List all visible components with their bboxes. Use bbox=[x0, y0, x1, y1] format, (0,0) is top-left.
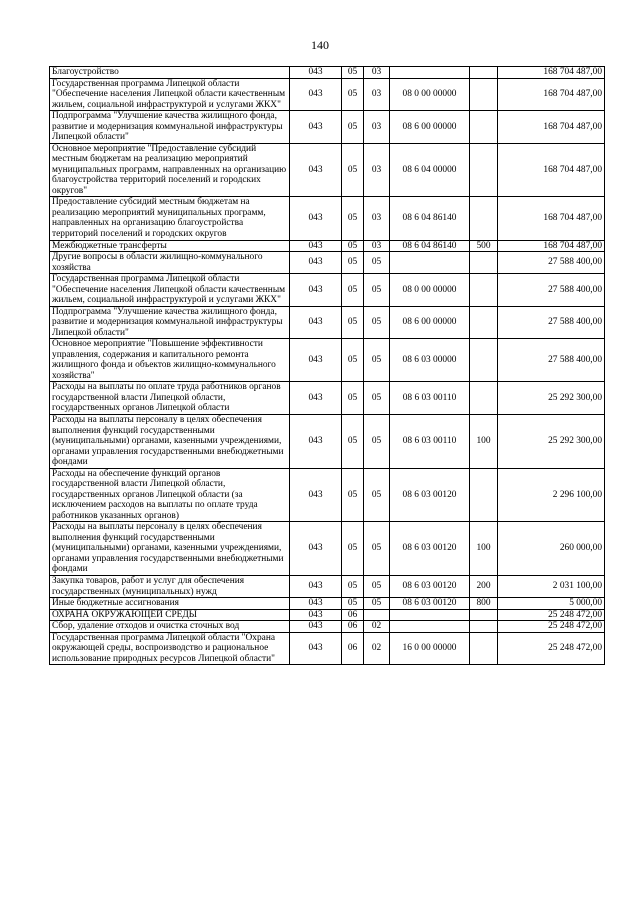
expense-type-cell bbox=[470, 252, 498, 274]
expense-type-cell: 500 bbox=[470, 240, 498, 252]
expense-type-cell bbox=[470, 382, 498, 415]
target-article-cell: 16 0 00 00000 bbox=[390, 632, 470, 665]
ministry-code-cell: 043 bbox=[290, 575, 342, 597]
section-cell: 05 bbox=[342, 240, 364, 252]
subsection-cell: 05 bbox=[364, 522, 390, 576]
expense-type-cell bbox=[470, 339, 498, 382]
budget-table bbox=[49, 66, 605, 665]
expense-name-cell: Сбор, удаление отходов и очистка сточных вод bbox=[50, 621, 290, 633]
table-row bbox=[50, 598, 605, 610]
expense-name-cell: Межбюджетные трансферты bbox=[50, 240, 290, 252]
table-row bbox=[50, 78, 605, 111]
ministry-code-cell: 043 bbox=[290, 339, 342, 382]
section-cell: 05 bbox=[342, 67, 364, 79]
page-number: 140 bbox=[311, 38, 329, 52]
table-row bbox=[50, 143, 605, 197]
expense-name-cell: Другие вопросы в области жилищно-коммунального хозяйства bbox=[50, 252, 290, 274]
target-article-cell: 08 6 04 86140 bbox=[390, 197, 470, 240]
ministry-code-cell: 043 bbox=[290, 197, 342, 240]
subsection-cell: 05 bbox=[364, 306, 390, 339]
table-row bbox=[50, 197, 605, 240]
expense-name-cell: Подпрограмма "Улучшение качества жилищного фонда, развитие и модернизация коммунальной инфраструктуры Липецкой области" bbox=[50, 111, 290, 144]
ministry-code-cell: 043 bbox=[290, 67, 342, 79]
table-row bbox=[50, 306, 605, 339]
section-cell: 06 bbox=[342, 609, 364, 621]
amount-cell: 168 704 487,00 bbox=[498, 240, 605, 252]
section-cell: 06 bbox=[342, 621, 364, 633]
target-article-cell: 08 6 03 00110 bbox=[390, 382, 470, 415]
budget-table-body bbox=[50, 67, 605, 665]
target-article-cell: 08 6 03 00110 bbox=[390, 415, 470, 469]
target-article-cell bbox=[390, 67, 470, 79]
expense-type-cell bbox=[470, 143, 498, 197]
subsection-cell: 02 bbox=[364, 632, 390, 665]
amount-cell: 2 296 100,00 bbox=[498, 468, 605, 522]
target-article-cell bbox=[390, 252, 470, 274]
ministry-code-cell: 043 bbox=[290, 306, 342, 339]
ministry-code-cell: 043 bbox=[290, 609, 342, 621]
table-row bbox=[50, 252, 605, 274]
expense-name-cell: Расходы на выплаты персоналу в целях обеспечения выполнения функций государственными (муниципальными) органами, казенными учреждениями, органами управления государственными внебюджетными фондами bbox=[50, 522, 290, 576]
target-article-cell: 08 6 03 00000 bbox=[390, 339, 470, 382]
expense-type-cell bbox=[470, 274, 498, 307]
expense-type-cell bbox=[470, 306, 498, 339]
expense-name-cell: Основное мероприятие "Повышение эффективности управления, содержания и капитального ремонта жилищного фонда и объектов жилищно-коммунального хозяйства" bbox=[50, 339, 290, 382]
ministry-code-cell: 043 bbox=[290, 621, 342, 633]
target-article-cell: 08 0 00 00000 bbox=[390, 274, 470, 307]
subsection-cell: 05 bbox=[364, 252, 390, 274]
table-row bbox=[50, 240, 605, 252]
expense-name-cell: Расходы на выплаты по оплате труда работников органов государственной власти Липецкой области, государственных органов Липецкой области bbox=[50, 382, 290, 415]
subsection-cell: 05 bbox=[364, 382, 390, 415]
ministry-code-cell: 043 bbox=[290, 632, 342, 665]
amount-cell: 168 704 487,00 bbox=[498, 78, 605, 111]
section-cell: 05 bbox=[342, 143, 364, 197]
expense-type-cell bbox=[470, 78, 498, 111]
subsection-cell: 05 bbox=[364, 415, 390, 469]
subsection-cell: 05 bbox=[364, 339, 390, 382]
amount-cell: 168 704 487,00 bbox=[498, 143, 605, 197]
expense-type-cell bbox=[470, 609, 498, 621]
expense-name-cell: Государственная программа Липецкой области "Обеспечение населения Липецкой области качественным жильем, социальной инфраструктурой и услугами ЖКХ" bbox=[50, 274, 290, 307]
subsection-cell: 05 bbox=[364, 274, 390, 307]
amount-cell: 27 588 400,00 bbox=[498, 306, 605, 339]
amount-cell: 25 292 300,00 bbox=[498, 415, 605, 469]
ministry-code-cell: 043 bbox=[290, 274, 342, 307]
expense-name-cell: Расходы на выплаты персоналу в целях обеспечения выполнения функций государственными (муниципальными) органами, казенными учреждениями, органами управления государственными внебюджетными фондами bbox=[50, 415, 290, 469]
section-cell: 05 bbox=[342, 197, 364, 240]
table-row bbox=[50, 609, 605, 621]
expense-type-cell bbox=[470, 197, 498, 240]
amount-cell: 5 000,00 bbox=[498, 598, 605, 610]
table-row bbox=[50, 111, 605, 144]
expense-type-cell bbox=[470, 67, 498, 79]
expense-type-cell: 100 bbox=[470, 415, 498, 469]
ministry-code-cell: 043 bbox=[290, 143, 342, 197]
section-cell: 05 bbox=[342, 598, 364, 610]
expense-name-cell: Расходы на обеспечение функций органов государственной власти Липецкой области, государственных органов Липецкой области (за исключением расходов на выплаты по оплате труда работников указанных органов) bbox=[50, 468, 290, 522]
expense-name-cell: Основное мероприятие "Предоставление субсидий местным бюджетам на реализацию мероприятий муниципальных программ, направленных на организацию благоустройства территорий поселений и городских округов" bbox=[50, 143, 290, 197]
subsection-cell: 05 bbox=[364, 468, 390, 522]
subsection-cell: 05 bbox=[364, 575, 390, 597]
expense-name-cell: Закупка товаров, работ и услуг для обеспечения государственных (муниципальных) нужд bbox=[50, 575, 290, 597]
amount-cell: 168 704 487,00 bbox=[498, 67, 605, 79]
expense-name-cell: Предоставление субсидий местным бюджетам на реализацию мероприятий муниципальных программ, направленных на организацию благоустройства территорий поселений и городских округов bbox=[50, 197, 290, 240]
expense-name-cell: ОХРАНА ОКРУЖАЮЩЕЙ СРЕДЫ bbox=[50, 609, 290, 621]
target-article-cell: 08 6 03 00120 bbox=[390, 522, 470, 576]
section-cell: 05 bbox=[342, 252, 364, 274]
amount-cell: 25 248 472,00 bbox=[498, 632, 605, 665]
subsection-cell: 03 bbox=[364, 240, 390, 252]
ministry-code-cell: 043 bbox=[290, 78, 342, 111]
target-article-cell: 08 0 00 00000 bbox=[390, 78, 470, 111]
expense-type-cell: 200 bbox=[470, 575, 498, 597]
amount-cell: 25 248 472,00 bbox=[498, 609, 605, 621]
amount-cell: 25 292 300,00 bbox=[498, 382, 605, 415]
table-row bbox=[50, 632, 605, 665]
ministry-code-cell: 043 bbox=[290, 415, 342, 469]
section-cell: 05 bbox=[342, 382, 364, 415]
expense-type-cell bbox=[470, 632, 498, 665]
amount-cell: 27 588 400,00 bbox=[498, 252, 605, 274]
table-row bbox=[50, 522, 605, 576]
table-row bbox=[50, 575, 605, 597]
section-cell: 05 bbox=[342, 575, 364, 597]
target-article-cell bbox=[390, 609, 470, 621]
amount-cell: 168 704 487,00 bbox=[498, 197, 605, 240]
section-cell: 05 bbox=[342, 306, 364, 339]
target-article-cell: 08 6 03 00120 bbox=[390, 468, 470, 522]
amount-cell: 27 588 400,00 bbox=[498, 339, 605, 382]
target-article-cell: 08 6 03 00120 bbox=[390, 598, 470, 610]
target-article-cell: 08 6 00 00000 bbox=[390, 111, 470, 144]
target-article-cell bbox=[390, 621, 470, 633]
expense-type-cell bbox=[470, 111, 498, 144]
table-row bbox=[50, 415, 605, 469]
expense-type-cell bbox=[470, 468, 498, 522]
subsection-cell bbox=[364, 609, 390, 621]
subsection-cell: 03 bbox=[364, 67, 390, 79]
amount-cell: 168 704 487,00 bbox=[498, 111, 605, 144]
table-row bbox=[50, 339, 605, 382]
target-article-cell: 08 6 04 00000 bbox=[390, 143, 470, 197]
table-row bbox=[50, 382, 605, 415]
amount-cell: 27 588 400,00 bbox=[498, 274, 605, 307]
expense-type-cell: 800 bbox=[470, 598, 498, 610]
expense-name-cell: Государственная программа Липецкой области "Охрана окружающей среды, воспроизводство и рациональное использование природных ресурсов Липецкой области" bbox=[50, 632, 290, 665]
expense-name-cell: Иные бюджетные ассигнования bbox=[50, 598, 290, 610]
ministry-code-cell: 043 bbox=[290, 240, 342, 252]
amount-cell: 260 000,00 bbox=[498, 522, 605, 576]
table-row bbox=[50, 621, 605, 633]
amount-cell: 2 031 100,00 bbox=[498, 575, 605, 597]
expense-type-cell: 100 bbox=[470, 522, 498, 576]
section-cell: 05 bbox=[342, 339, 364, 382]
ministry-code-cell: 043 bbox=[290, 468, 342, 522]
table-row bbox=[50, 468, 605, 522]
target-article-cell: 08 6 03 00120 bbox=[390, 575, 470, 597]
ministry-code-cell: 043 bbox=[290, 111, 342, 144]
subsection-cell: 05 bbox=[364, 598, 390, 610]
target-article-cell: 08 6 00 00000 bbox=[390, 306, 470, 339]
target-article-cell: 08 6 04 86140 bbox=[390, 240, 470, 252]
section-cell: 05 bbox=[342, 468, 364, 522]
expense-type-cell bbox=[470, 621, 498, 633]
subsection-cell: 03 bbox=[364, 78, 390, 111]
section-cell: 05 bbox=[342, 522, 364, 576]
table-row bbox=[50, 274, 605, 307]
expense-name-cell: Подпрограмма "Улучшение качества жилищного фонда, развитие и модернизация коммунальной инфраструктуры Липецкой области" bbox=[50, 306, 290, 339]
table-row bbox=[50, 67, 605, 79]
ministry-code-cell: 043 bbox=[290, 252, 342, 274]
section-cell: 05 bbox=[342, 415, 364, 469]
ministry-code-cell: 043 bbox=[290, 522, 342, 576]
amount-cell: 25 248 472,00 bbox=[498, 621, 605, 633]
subsection-cell: 02 bbox=[364, 621, 390, 633]
subsection-cell: 03 bbox=[364, 143, 390, 197]
ministry-code-cell: 043 bbox=[290, 382, 342, 415]
expense-name-cell: Благоустройство bbox=[50, 67, 290, 79]
expense-name-cell: Государственная программа Липецкой области "Обеспечение населения Липецкой области качественным жильем, социальной инфраструктурой и услугами ЖКХ" bbox=[50, 78, 290, 111]
subsection-cell: 03 bbox=[364, 197, 390, 240]
ministry-code-cell: 043 bbox=[290, 598, 342, 610]
section-cell: 06 bbox=[342, 632, 364, 665]
section-cell: 05 bbox=[342, 274, 364, 307]
section-cell: 05 bbox=[342, 78, 364, 111]
subsection-cell: 03 bbox=[364, 111, 390, 144]
section-cell: 05 bbox=[342, 111, 364, 144]
